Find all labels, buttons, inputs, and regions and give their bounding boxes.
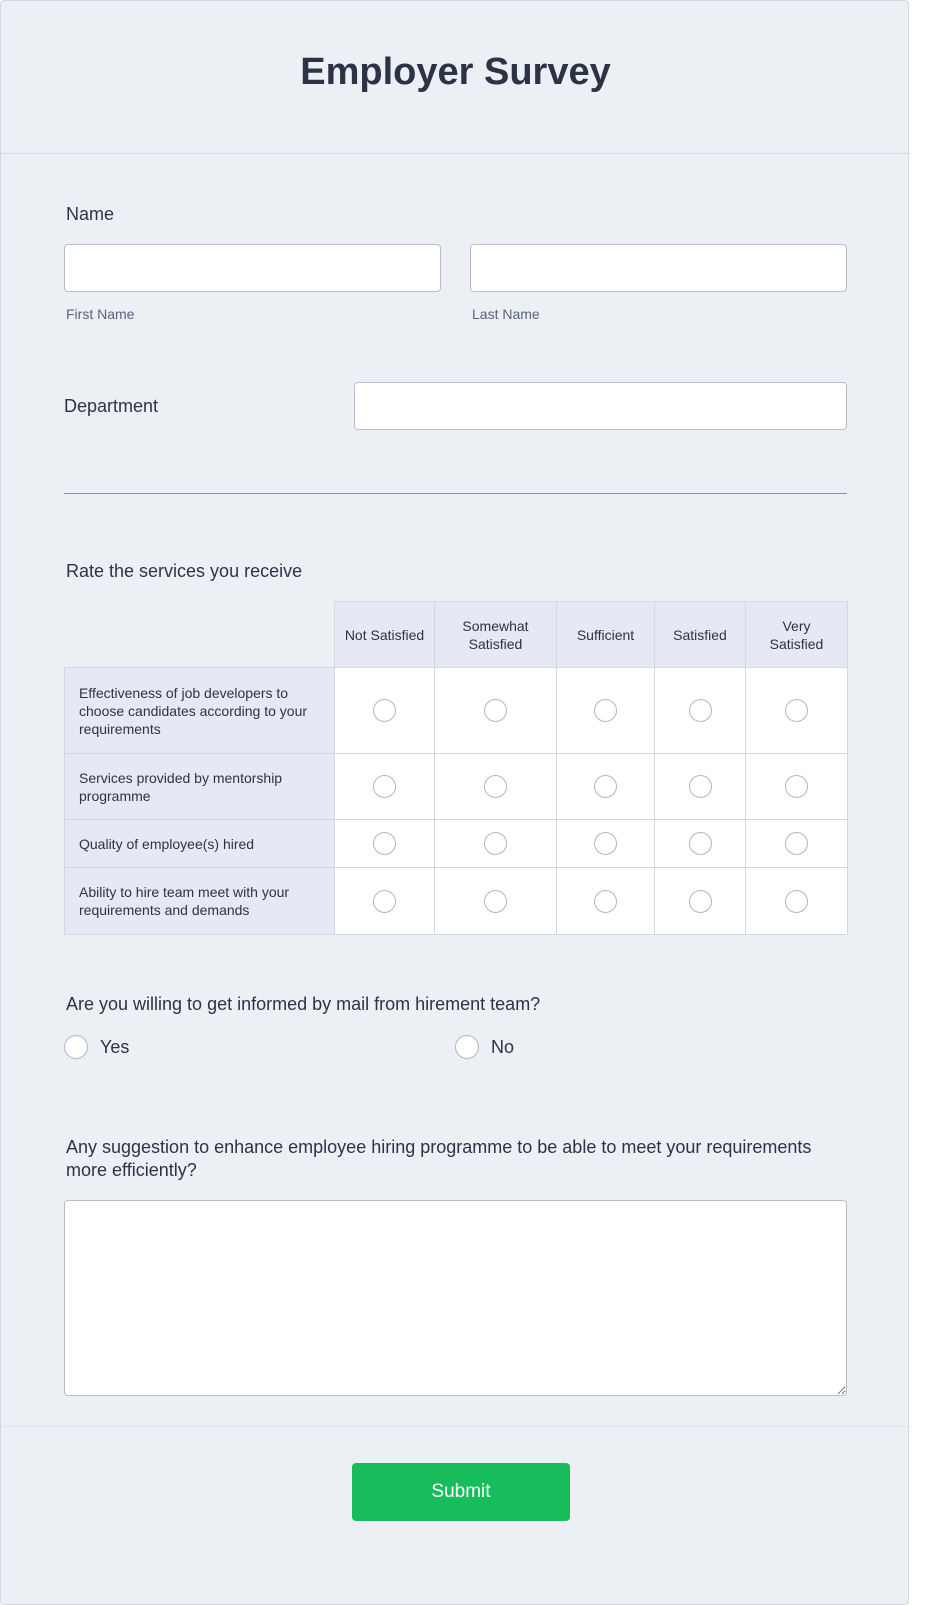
divider <box>1 1426 910 1427</box>
section-divider <box>64 493 847 494</box>
row-label: Services provided by mentorship programme <box>65 754 335 820</box>
rating-radio[interactable] <box>594 890 617 913</box>
rating-radio[interactable] <box>484 775 507 798</box>
rating-radio[interactable] <box>484 699 507 722</box>
rating-radio[interactable] <box>373 775 396 798</box>
table-row <box>65 754 848 820</box>
rating-matrix <box>64 601 848 935</box>
mail-option-yes[interactable]: Yes <box>64 1035 129 1059</box>
mail-question-label: Are you willing to get informed by mail from hirement team? <box>66 994 541 1014</box>
suggestion-textarea[interactable] <box>64 1200 847 1396</box>
last-name-input[interactable] <box>470 244 847 292</box>
name-label: Name <box>66 204 115 224</box>
column-header: Satisfied <box>655 602 746 668</box>
first-name-sublabel: First Name <box>66 306 135 322</box>
rating-radio[interactable] <box>689 699 712 722</box>
rating-radio[interactable] <box>785 699 808 722</box>
page-title: Employer Survey <box>300 51 611 93</box>
rating-radio[interactable] <box>373 832 396 855</box>
divider <box>1 153 910 154</box>
column-header: Very Satisfied <box>746 602 848 668</box>
rating-radio[interactable] <box>689 832 712 855</box>
table-row <box>65 668 848 754</box>
yes-radio[interactable] <box>64 1035 88 1059</box>
suggestion-label: Any suggestion to enhance employee hiring programme to be able to meet your requirements more efficiently? <box>66 1137 812 1180</box>
rating-radio[interactable] <box>785 890 808 913</box>
rating-radio[interactable] <box>484 890 507 913</box>
rating-radio[interactable] <box>484 832 507 855</box>
rating-radio[interactable] <box>785 832 808 855</box>
department-label: Department <box>64 396 159 416</box>
table-row <box>65 868 848 935</box>
rating-radio[interactable] <box>594 775 617 798</box>
mail-option-no[interactable]: No <box>455 1035 514 1059</box>
rating-radio[interactable] <box>689 775 712 798</box>
matrix-label: Rate the services you receive <box>66 561 303 581</box>
row-label: Effectiveness of job developers to choose candidates according to your requirements <box>65 668 335 754</box>
no-radio[interactable] <box>455 1035 479 1059</box>
department-input[interactable] <box>354 382 847 430</box>
submit-button[interactable]: Submit <box>352 1463 570 1521</box>
rating-radio[interactable] <box>373 699 396 722</box>
column-header: Somewhat Satisfied <box>435 602 557 668</box>
row-label: Quality of employee(s) hired <box>65 820 335 868</box>
column-header: Not Satisfied <box>335 602 435 668</box>
first-name-input[interactable] <box>64 244 441 292</box>
rating-radio[interactable] <box>689 890 712 913</box>
rating-radio[interactable] <box>373 890 396 913</box>
row-label: Ability to hire team meet with your requirements and demands <box>65 868 335 935</box>
rating-radio[interactable] <box>594 832 617 855</box>
rating-radio[interactable] <box>785 775 808 798</box>
table-row <box>65 820 848 868</box>
rating-radio[interactable] <box>594 699 617 722</box>
column-header: Sufficient <box>557 602 655 668</box>
last-name-sublabel: Last Name <box>472 306 540 322</box>
